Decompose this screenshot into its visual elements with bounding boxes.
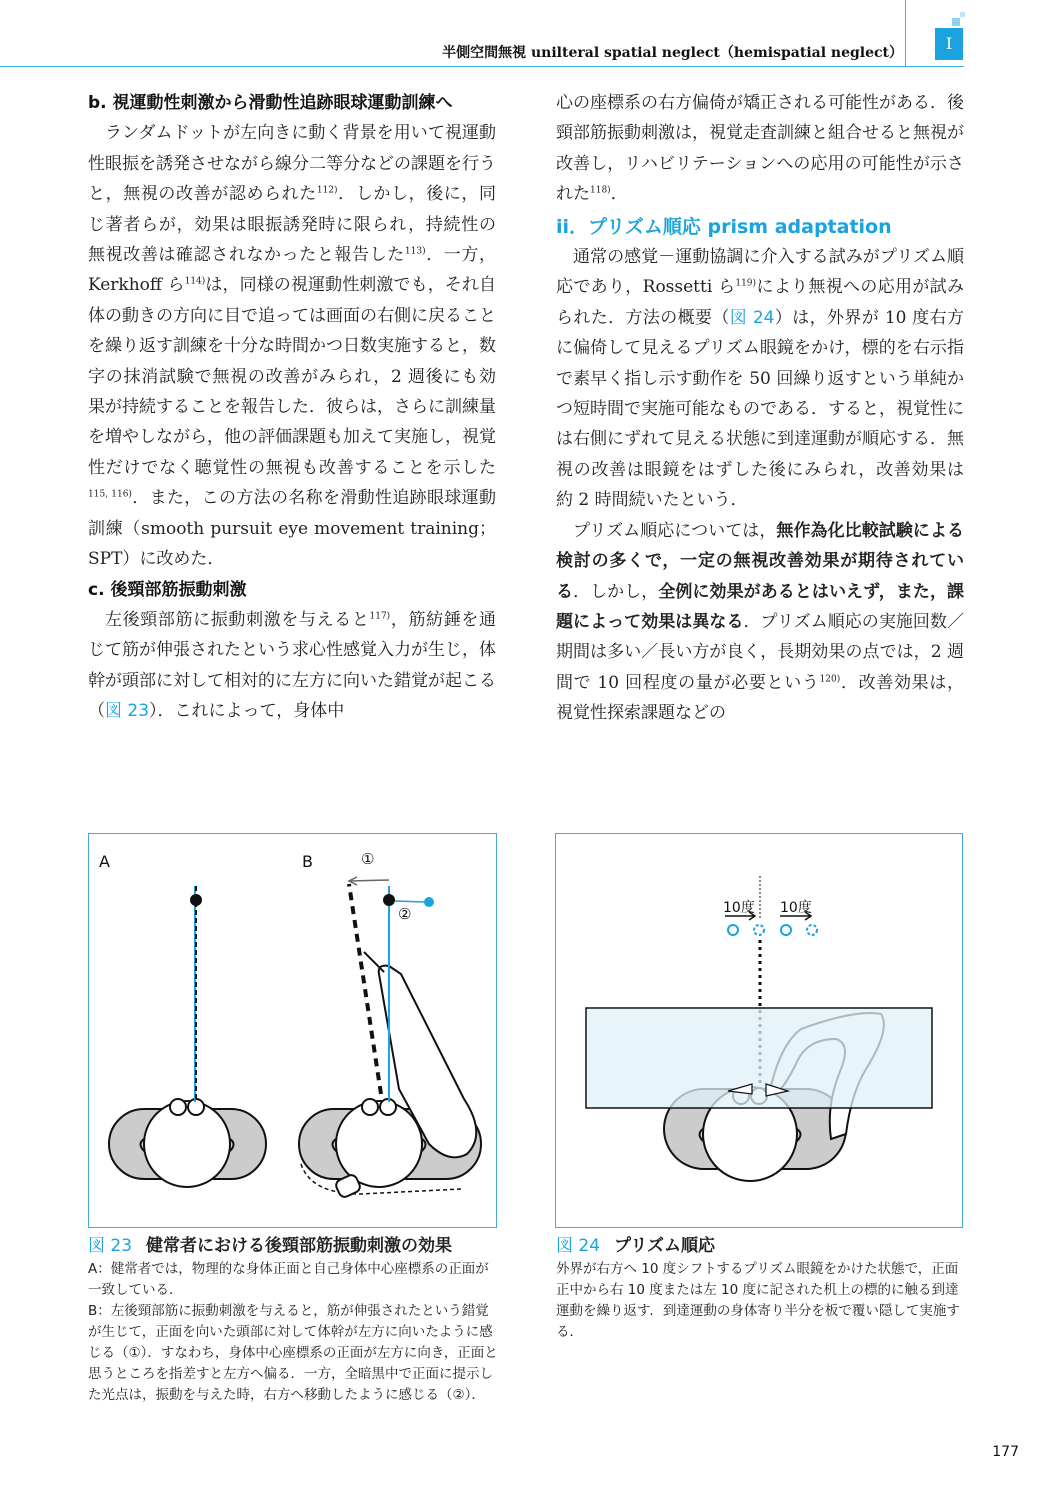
figure-23 [88, 833, 497, 1228]
figure-23-link[interactable]: 図 23 [105, 701, 150, 722]
paragraph-c: 左後頸部筋に振動刺激を与えると$^{117)}$，筋紡錘を通じて筋が伸張されたという求心性感覚入力が生じ，体幹が頭部に対して相対的に左方に向いた錯覚が起こる（図 23）．これによって，身体中 [88, 609, 497, 722]
figure-23-caption-b: B：左後頸部筋に振動刺激を与えると，筋が伸張されたという錯覚が生じて，正面を向いた頭部に対して体幹が左方に向いたように感じる（①）．すなわち，身体中心座標系の正面が左方に向き，正面と思うところを指差すと左方へ偏る．一方，全暗黒中で正面に提示した光点は，振動を与えた時，右方へ移動したように感じる（②）． [88, 1303, 498, 1403]
chapter-badge: I [935, 28, 963, 60]
figure-23-label-a: A [99, 852, 110, 871]
figure-23-caption [88, 1236, 500, 1406]
section-c-heading: c. 後頸部筋振動刺激 [88, 579, 247, 600]
panel-b-body [299, 877, 481, 1199]
figure-24-caption-title: 図 24 プリズム順応 [556, 1236, 716, 1256]
ref-119: 119) [735, 278, 757, 289]
page-number: 177 [992, 1444, 1019, 1460]
header-rule [0, 66, 964, 67]
figure-24-link[interactable]: 図 24 [729, 307, 775, 328]
chapter-deco [952, 18, 960, 26]
figure-23-marker-2: ② [398, 905, 412, 923]
ref-113: 113) [404, 246, 426, 257]
ref-118: 118) [590, 185, 611, 196]
ref-117: 117) [369, 611, 391, 622]
figure-24-label-right: 10度 [780, 900, 812, 916]
paragraph-prism-1: 通常の感覚－運動協調に介入する試みがプリズム順応であり，Rossetti ら$^{119)}$により無視への応用が試みられた．方法の概要（図 24）は，外界が 10 度右方に偏倚して見えるプリズム眼鏡をかけ，標的を右示指で素早く指し示す動作を 50 回繰り返すという単純かつ短時間で実施可能なものである．すると，視覚性には右側にずれて見える状態に到達運動が順応する．無視の改善は眼鏡をはずした後にみられ，改善効果は約 2 時間続いたという． [556, 247, 964, 511]
section-b-heading: b. 視運動性刺激から滑動性追跡眼球運動訓練へ [88, 93, 453, 113]
panel-a-body [109, 886, 266, 1187]
header-divider [905, 0, 906, 66]
paragraph-prism-2: プリズム順応については，無作為化比較試験による検討の多くで，一定の無視改善効果が期待されている．しかし，全例に効果があるとはいえず，また，課題によって効果は異なる．プリズム順応の実施回数／期間は多い／長い方が良く，長期効果の点では，2 週間で 10 回程度の量が必要という$^{120)}$．改善効果は，視覚性探索課題などの [556, 520, 965, 724]
paragraph-b: ランダムドットが左向きに動く背景を用いて視運動性眼振を誘発させながら線分二等分などの課題を行うと，無視の改善が認められた$^{112)}$．しかし，後に，同じ著者らが，効果は眼振誘発時に限られ，持続性の無視改善は確認されなかったと報告した$^{113)}$．一方，Kerkhoff ら$^{114)}$は，同様の視運動性刺激でも，それ自体の動きの方向に目で追っては画面の右側に戻ることを繰り返す訓練を十分な時間かつ日数実施すると，数字の抹消試験で無視の改善がみられ，2 週後にも効果が持続することを報告した．彼らは，さらに訓練量を増やしながら，他の評価課題も加えて実施し，視覚性だけでなく聴覚性の無視も改善することを示した$^{115, 116)}$．また，この方法の名称を滑動性追跡眼球運動訓練（smooth pursuit eye movement training；SPT）に改めた． [88, 123, 497, 570]
prism-heading: ii．プリズム順応 prism adaptation [556, 215, 892, 238]
figure-23-label-b: B [302, 852, 313, 871]
figure-24-caption [556, 1236, 966, 1343]
ref-115: 115, 116) [88, 489, 132, 500]
figure-23-caption-title: 図 23 健常者における後頸部筋振動刺激の効果 [88, 1236, 453, 1256]
ref-114: 114) [184, 276, 206, 287]
right-column [556, 88, 964, 729]
ref-112: 112) [316, 185, 338, 196]
figure-23-caption-a: A：健常者では，物理的な身体正面と自己身体中心座標系の正面が一致している． [88, 1261, 489, 1298]
figure-24-label-left: 10度 [723, 900, 755, 916]
ref-120: 120) [819, 674, 841, 685]
paragraph-continuation: 心の座標系の右方偏倚が矯正される可能性がある．後頸部筋振動刺激は，視覚走査訓練と組合せると無視が改善し，リハビリテーションへの応用の可能性が示された$^{118)}$． [556, 93, 964, 205]
left-column [88, 88, 496, 727]
figure-23-marker-1: ① [361, 850, 375, 868]
chapter-deco-small [960, 12, 965, 17]
figure-24-illustration [556, 834, 962, 1227]
running-header: 半側空間無視 unilteral spatial neglect（hemispatial neglect） [442, 45, 903, 61]
figure-24-caption-text: 外界が右方へ 10 度シフトするプリズム眼鏡をかけた状態で，正面正中から右 10 度または左 10 度に記された机上の標的に触る到達運動を繰り返す．到達運動の身体寄り半分を板で覆い隠して実施する． [556, 1261, 960, 1340]
figure-23-illustration [89, 834, 496, 1227]
figure-24 [555, 833, 963, 1228]
